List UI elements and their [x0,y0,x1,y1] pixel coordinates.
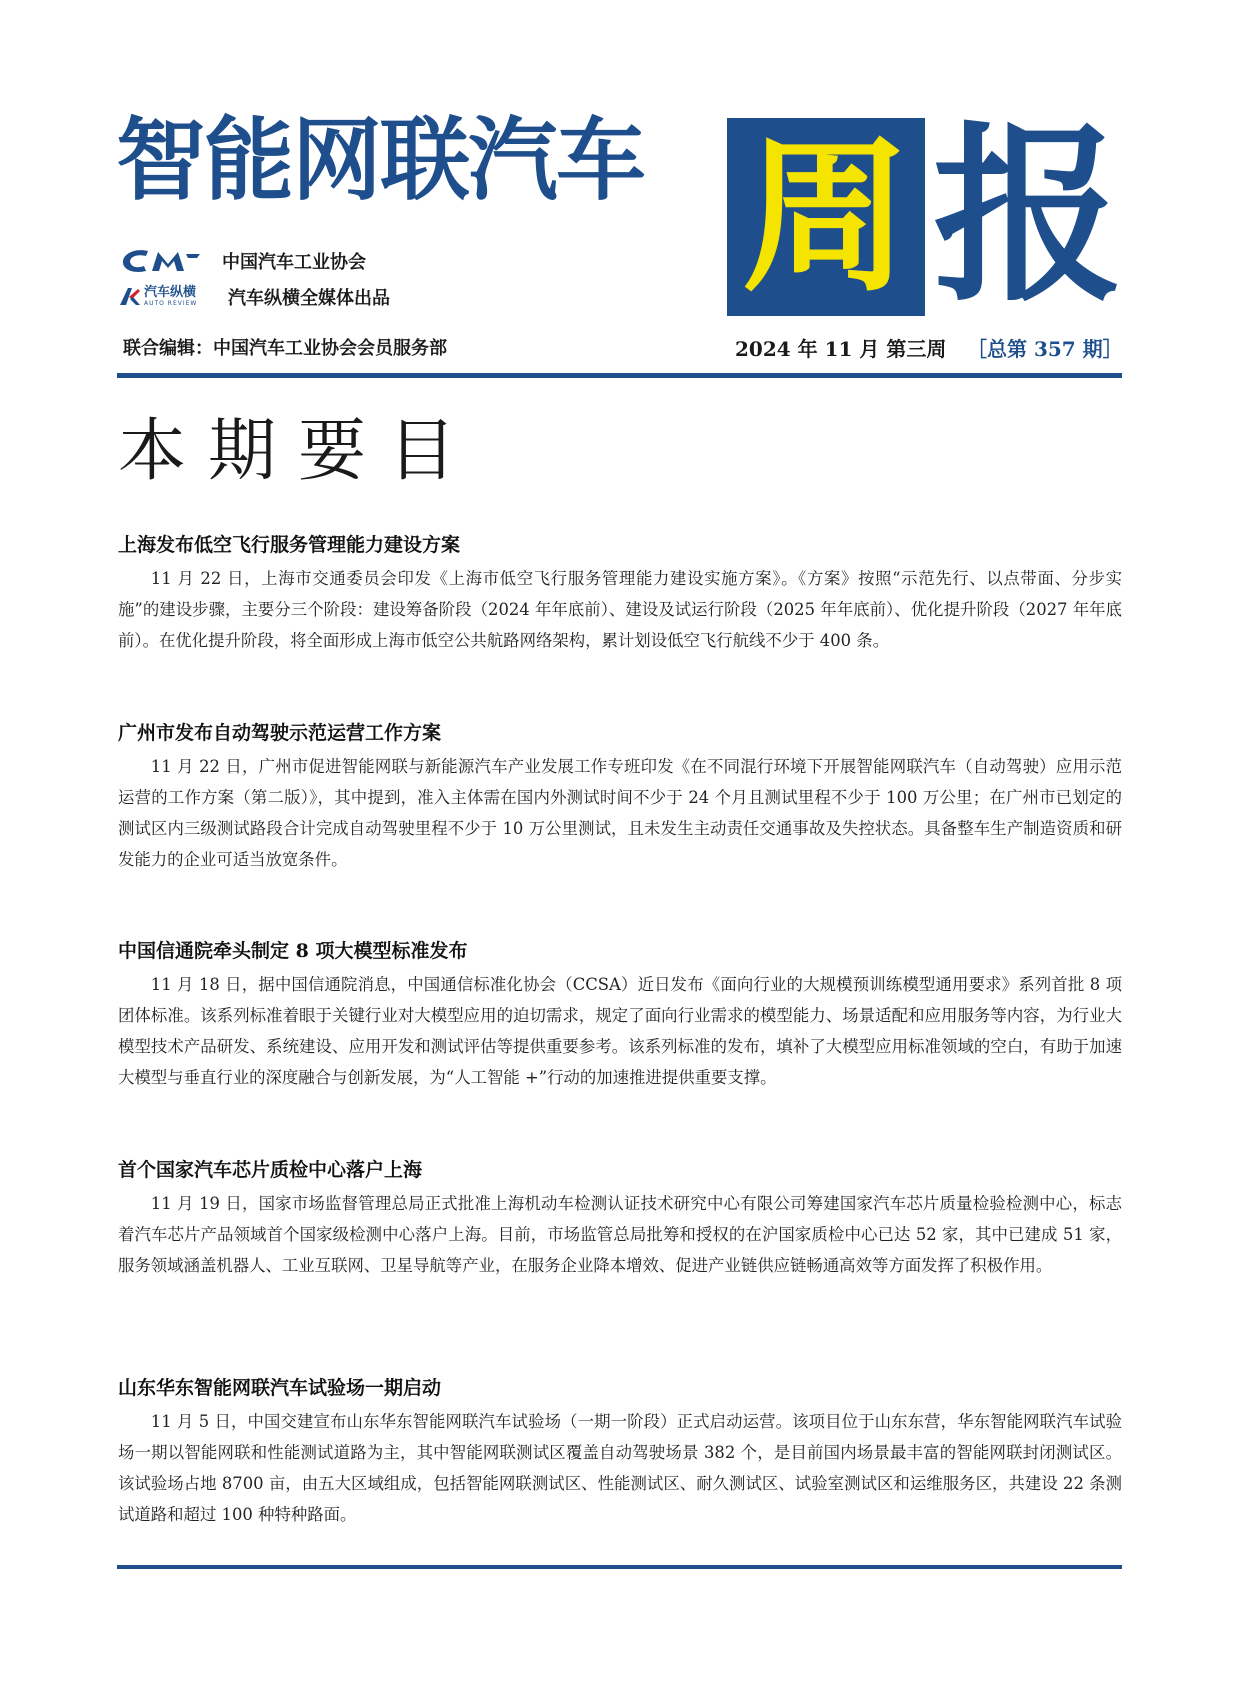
article-body: 11 月 18 日，据中国信通院消息，中国通信标准化协会（CCSA）近日发布《面向行业的大规模预训练模型通用要求》系列首批 8 项团体标准。该系列标准着眼于关键行业对大模型应用的迫切需求，规定了面向行业需求的模型能力、场景适配和应用服务等内容，为行业大模型技术产品研发、系统建设、应用开发和测试评估等提供重要参考。该系列标准的发布，填补了大模型应用标准领域的空白，有助于加速大模型与垂直行业的深度融合与创新发展，为“人工智能 +”行动的加速推进提供重要支撑。 [118,975,1122,1087]
article-2 [118,719,1122,875]
article-body: 11 月 22 日，上海市交通委员会印发《上海市低空飞行服务管理能力建设实施方案》。《方案》按照“示范先行、以点带面、分步实施”的建设步骤，主要分三个阶段：建设筹备阶段（2024 年年底前）、建设及试运行阶段（2025 年年底前）、优化提升阶段（2027 年年底前）。在优化提升阶段，将全面形成上海市低空公共航路网络架构，累计划设低空飞行航线不少于 400 条。 [118,569,1122,650]
masthead-title: 智能网联汽车 [116,108,644,213]
article-body: 11 月 19 日，国家市场监督管理总局正式批准上海机动车检测认证技术研究中心有限公司筹建国家汽车芯片质量检验检测中心，标志着汽车芯片产品领域首个国家级检测中心落户上海。目前，市场监管总局批筹和授权的在沪国家质检中心已达 52 家，其中已建成 51 家，服务领域涵盖机器人、工业互联网、卫星导航等产业，在服务企业降本增效、促进产业链供应链畅通高效等方面发挥了积极作用。 [118,1194,1122,1275]
auto-review-logo-en: AUTO REVIEW [144,300,198,307]
article-title: 广州市发布自动驾驶示范运营工作方案 [118,722,442,744]
header-rule [117,373,1122,378]
auto-review-mark-icon [118,285,142,309]
org-autoreview-row [118,283,390,311]
article-1 [118,531,1122,656]
joint-editor: 联合编辑：中国汽车工业协会会员服务部 [123,338,447,359]
bao-char: 报 [932,106,1123,327]
footer-rule [117,1565,1122,1569]
auto-review-logo-cn: 汽车纵横 [144,285,197,300]
zhou-badge [727,118,925,316]
caam-logo-icon [118,246,202,276]
org-autoreview-name: 汽车纵横全媒体出品 [228,288,390,309]
article-4 [118,1156,1122,1281]
auto-review-logo [118,283,218,311]
article-3 [118,937,1122,1093]
org-caam-row [118,246,366,276]
issue-date: 2024 年 11 月 第三周 [735,337,947,361]
article-title: 山东华东智能网联汽车试验场一期启动 [118,1377,442,1399]
org-caam-name: 中国汽车工业协会 [222,252,366,273]
article-title: 首个国家汽车芯片质检中心落户上海 [118,1159,423,1181]
article-5 [118,1374,1122,1530]
article-body: 11 月 22 日，广州市促进智能网联与新能源汽车产业发展工作专班印发《在不同混行环境下开展智能网联汽车（自动驾驶）应用示范运营的工作方案（第二版）》，其中提到，准入主体需在国内外测试时间不少于 24 个月且测试里程不少于 100 万公里；在广州市已划定的测试区内三级测试路段合计完成自动驾驶里程不少于 10 万公里测试，且未发生主动责任交通事故及失控状态。具备整车生产制造资质和研发能力的企业可适当放宽条件。 [118,757,1122,869]
article-title: 上海发布低空飞行服务管理能力建设方案 [118,534,461,556]
article-body: 11 月 5 日，中国交建宣布山东华东智能网联汽车试验场（一期一阶段）正式启动运营。该项目位于山东东营，华东智能网联汽车试验场一期以智能网联和性能测试道路为主，其中智能网联测试区覆盖自动驾驶场景 382 个，是目前国内场景最丰富的智能网联封闭测试区。该试验场占地 8700 亩，由五大区域组成，包括智能网联测试区、性能测试区、耐久测试区、试验室测试区和运维服务区，共建设 22 条测试道路和超过 100 种特种路面。 [118,1412,1122,1524]
issue-total: ［总第 357 期］ [967,337,1123,361]
article-title: 中国信通院牵头制定 8 项大模型标准发布 [118,940,468,962]
section-title: 本期要目 [118,412,479,491]
zhou-char: 周 [742,119,910,315]
